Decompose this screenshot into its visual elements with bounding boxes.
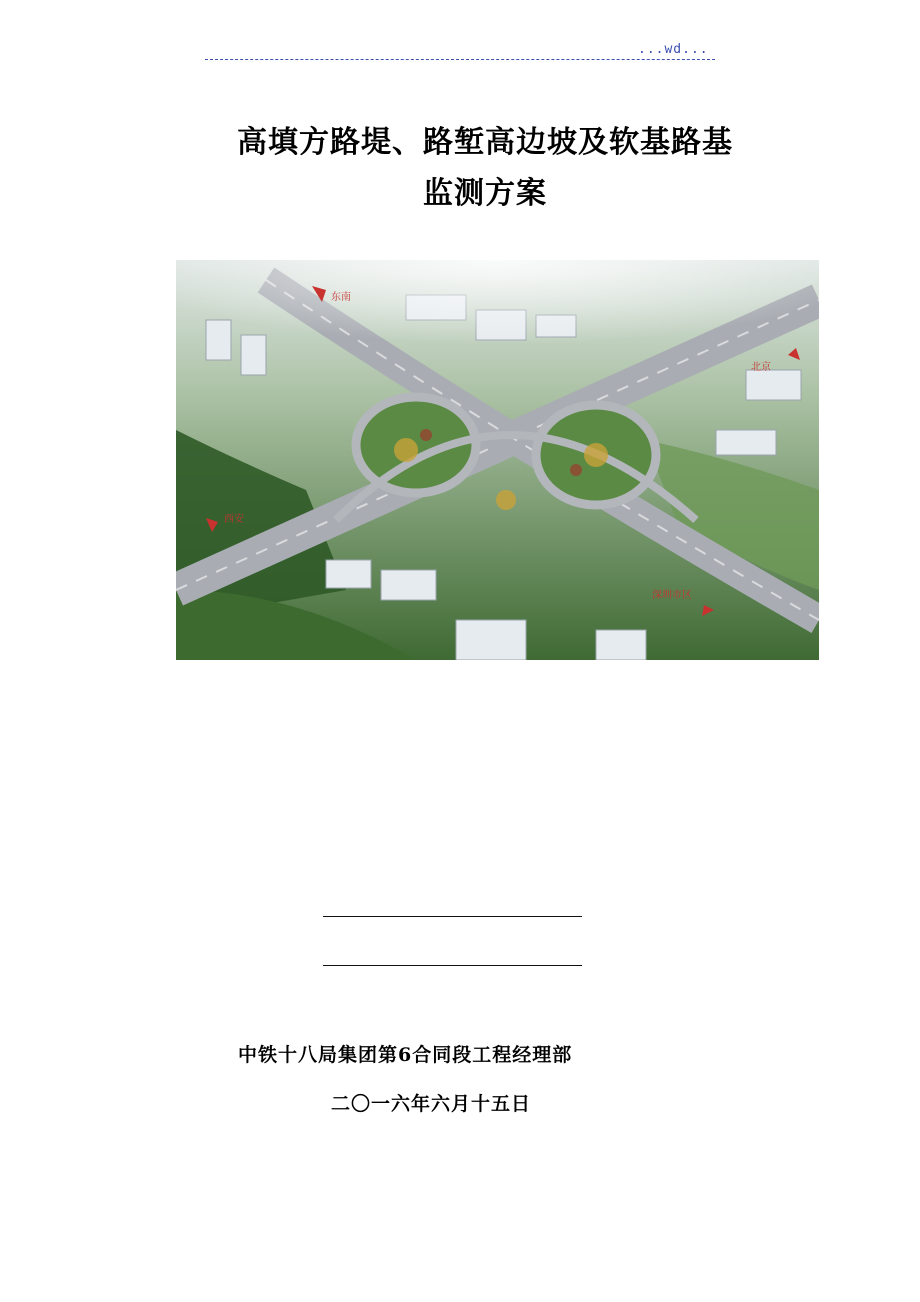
signature-line-1 — [323, 916, 582, 917]
label-sw: 西安 — [224, 514, 244, 525]
label-ne: 北京 — [751, 362, 771, 373]
label-nw: 东南 — [331, 292, 351, 303]
label-se: 深圳市区 — [652, 590, 692, 601]
header-dashed-line — [205, 59, 715, 60]
interchange-illustration — [176, 260, 819, 660]
cover-image-interchange — [176, 260, 819, 660]
signature-line-2 — [323, 965, 582, 966]
organization-name: 中铁十八局集团第6合同段工程经理部 — [238, 1044, 573, 1066]
header-mark: ...wd... — [638, 42, 709, 57]
document-title-line-2: 监测方案 — [423, 176, 547, 211]
document-title-line-1: 高填方路堤、路堑高边坡及软基路基 — [237, 125, 733, 160]
document-date: 二〇一六年六月十五日 — [331, 1093, 532, 1115]
